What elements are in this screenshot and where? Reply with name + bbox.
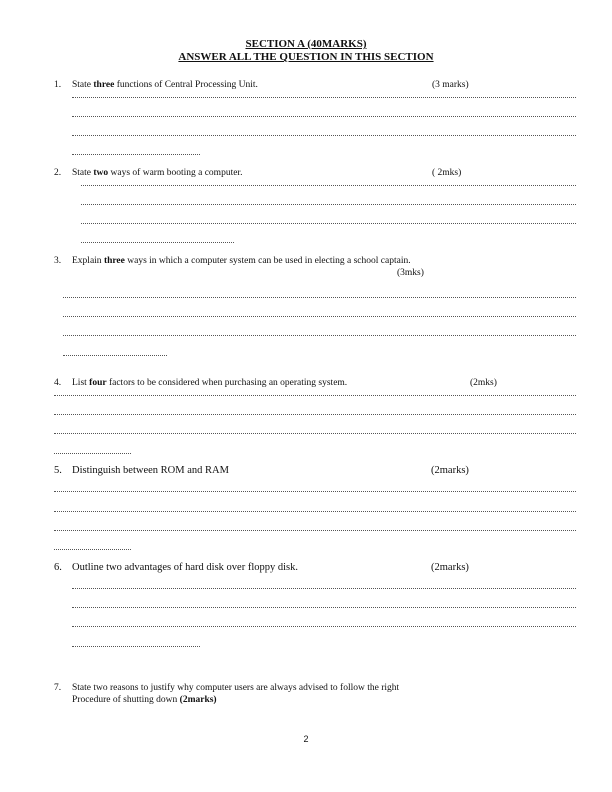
answer-line <box>54 395 576 396</box>
answer-line <box>72 646 200 647</box>
question-text: Distinguish between ROM and RAM <box>72 465 229 476</box>
question-number: 3. <box>54 256 62 266</box>
answer-line <box>72 97 576 98</box>
question-marks: (2marks) <box>431 562 469 573</box>
question-number: 7. <box>54 683 62 693</box>
answer-line <box>63 335 576 336</box>
question-marks: (2marks) <box>179 695 217 705</box>
answer-line <box>81 242 234 243</box>
question-marks: (2mks) <box>470 378 497 388</box>
answer-line <box>72 116 576 117</box>
answer-line <box>54 511 576 512</box>
question-number: 6. <box>54 562 62 573</box>
answer-line <box>72 588 576 589</box>
answer-line <box>54 433 576 434</box>
section-title: SECTION A (40MARKS) <box>245 38 367 50</box>
page-number: 2 <box>303 734 309 744</box>
question-text-line2: Procedure of shutting down (2marks) <box>72 695 217 705</box>
question-text: List four factors to be considered when purchasing an operating system. <box>72 378 348 388</box>
answer-line <box>81 204 576 205</box>
question-number: 1. <box>54 80 62 90</box>
answer-line <box>54 453 131 454</box>
answer-line <box>63 355 167 356</box>
answer-line <box>72 154 200 155</box>
answer-line <box>72 135 576 136</box>
question-number: 2. <box>54 168 62 178</box>
question-text: Outline two advantages of hard disk over floppy disk. <box>72 562 298 573</box>
answer-line <box>72 607 576 608</box>
question-text-line1: State two reasons to justify why computer users are always advised to follow the right <box>72 683 400 693</box>
answer-line <box>63 297 576 298</box>
section-instruction: ANSWER ALL THE QUESTION IN THIS SECTION <box>178 51 434 63</box>
question-text: Explain three ways in which a computer system can be used in electing a school captain. <box>72 256 411 266</box>
answer-line <box>54 414 576 415</box>
answer-line <box>63 316 576 317</box>
answer-line <box>72 626 576 627</box>
question-text: State two ways of warm booting a computer. <box>72 168 243 178</box>
question-marks: (3 marks) <box>432 80 469 90</box>
answer-line <box>81 185 576 186</box>
question-text: State three functions of Central Processing Unit. <box>72 80 258 90</box>
question-number: 4. <box>54 378 62 388</box>
answer-line <box>81 223 576 224</box>
question-number: 5. <box>54 465 62 476</box>
answer-line <box>54 549 131 550</box>
answer-line <box>54 491 576 492</box>
question-marks: (2marks) <box>431 465 469 476</box>
question-marks: ( 2mks) <box>432 168 462 178</box>
question-marks: (3mks) <box>397 268 424 278</box>
answer-line <box>54 530 576 531</box>
